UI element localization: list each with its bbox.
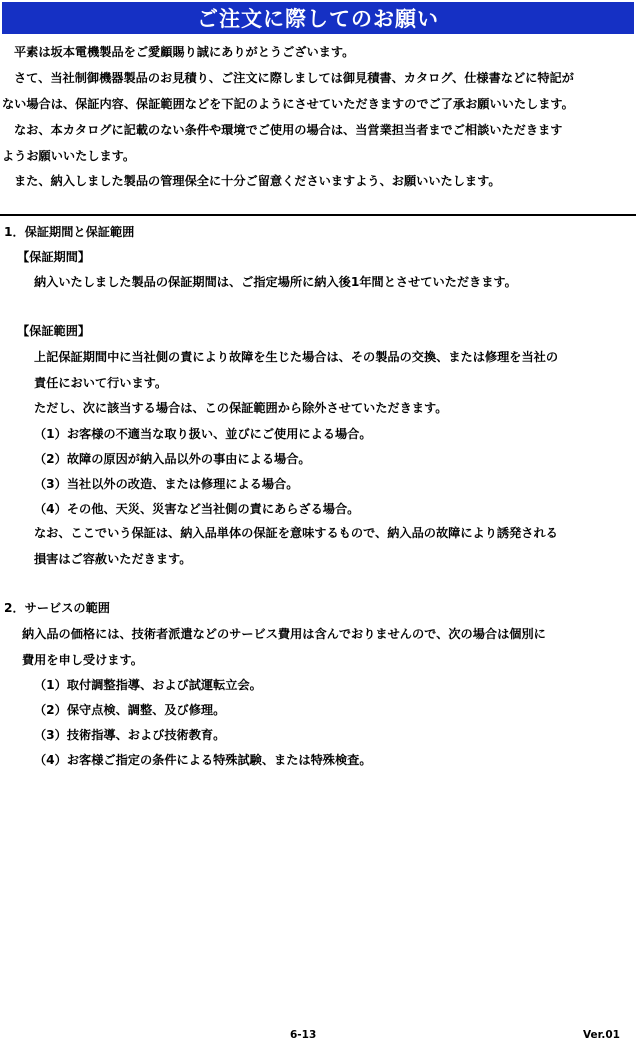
warranty-note-line-2: 損害はご容赦いただきます。 [34,552,192,566]
service-item-3: （3）技術指導、および技術教育。 [34,728,226,742]
section-divider [0,214,636,216]
intro-line-6: また、納入しました製品の管理保全に十分ご留意くださいますよう、お願いいたします。 [14,174,501,188]
warranty-note-line-1: なお、ここでいう保証は、納入品単体の保証を意味するもので、納入品の故障により誘発される [34,526,558,540]
intro-line-4: なお、本カタログに記載のない条件や環境でご使用の場合は、当営業担当者までご相談いただきます [14,123,563,137]
exclusion-item-1: （1）お客様の不適当な取り扱い、並びにご使用による場合。 [34,427,372,441]
warranty-scope-line-1: 上記保証期間中に当社側の責により故障を生じた場合は、その製品の交換、または修理を当社の [34,350,559,364]
intro-line-1: 平素は坂本電機製品をご愛顧賜り誠にありがとうございます。 [14,45,355,59]
page-number: 6-13 [290,1029,317,1041]
intro-line-2: さて、当社制御機器製品のお見積り、ご注文に際しましては御見積書、カタログ、仕様書などに特記が [14,71,574,85]
warranty-scope-line-3: ただし、次に該当する場合は、この保証範囲から除外させていただきます。 [34,401,448,415]
service-line-2: 費用を申し受けます。 [22,653,143,667]
warranty-period-heading: 【保証期間】 [17,250,91,264]
service-item-2: （2）保守点検、調整、及び修理。 [34,703,226,717]
service-item-4: （4）お客様ご指定の条件による特殊試験、または特殊検査。 [34,753,372,767]
section2-heading: 2．サービスの範囲 [4,601,110,615]
exclusion-item-2: （2）故障の原因が納入品以外の事由による場合。 [34,452,311,466]
section1-heading: 1．保証期間と保証範囲 [4,225,135,239]
exclusion-item-4: （4）その他、天災、災害など当社側の責にあらざる場合。 [34,502,360,516]
exclusion-item-3: （3）当社以外の改造、または修理による場合。 [34,477,299,491]
version-label: Ver.01 [583,1029,620,1041]
intro-line-3: ない場合は、保証内容、保証範囲などを下記のようにさせていただきますのでご了承お願いいたします。 [2,97,574,111]
warranty-scope-heading: 【保証範囲】 [17,324,91,338]
warranty-period-text: 納入いたしました製品の保証期間は、ご指定場所に納入後1年間とさせていただきます。 [34,275,517,289]
service-line-1: 納入品の価格には、技術者派遣などのサービス費用は含んでおりませんので、次の場合は個別に [22,627,546,641]
page-title: ご注文に際してのお願い [2,2,634,34]
service-item-1: （1）取付調整指導、および試運転立会。 [34,678,262,692]
intro-line-5: ようお願いいたします。 [2,149,136,163]
warranty-scope-line-2: 責任において行います。 [34,376,168,390]
